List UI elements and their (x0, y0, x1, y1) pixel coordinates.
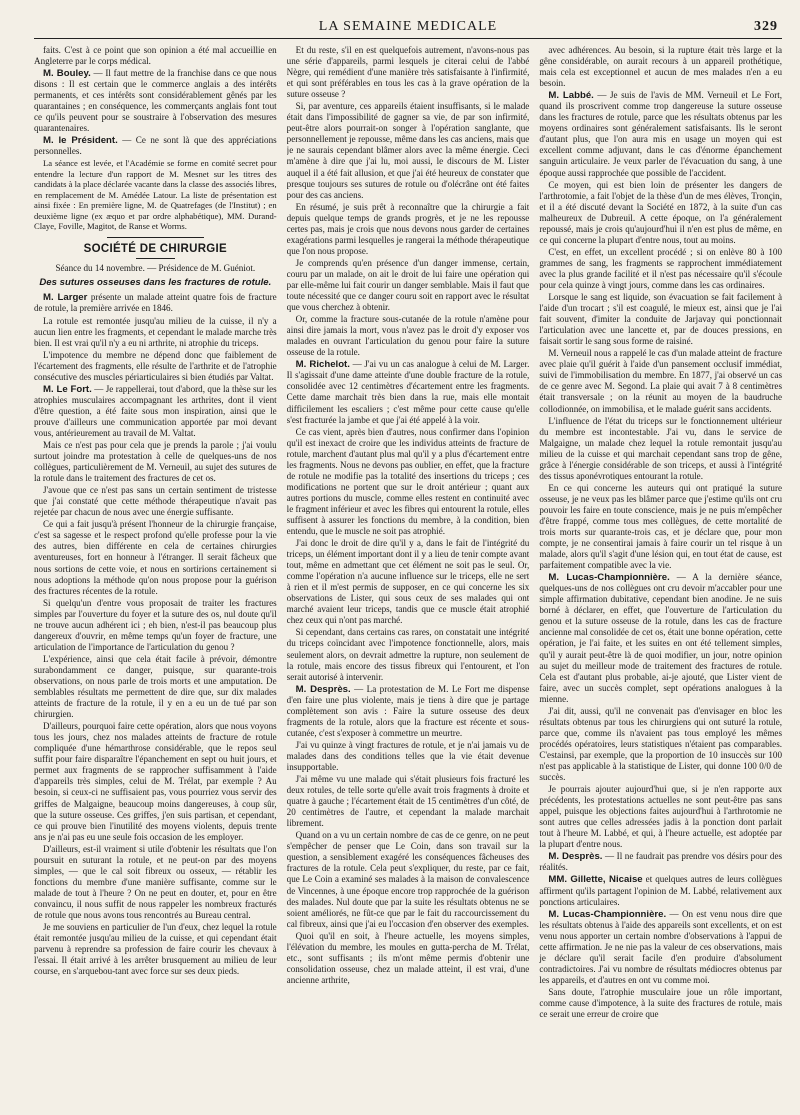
speaker-name: MM. Gillette, Nicaise (548, 874, 643, 886)
title-underline (136, 258, 175, 259)
paragraph: J'ai même vu une malade qui s'était plusieurs fois fracturé les deux rotules, de telle sorte qu'elle avait trois fragments à droite et quatre à gauche ; l'écartement était de 15 centimètres d'un côté, de 20 centimètres de l'autre, et cependant la malade marchait librement. (286, 774, 530, 829)
page-number: 329 (754, 19, 778, 34)
paragraph: La rotule est remontée jusqu'au milieu de la cuisse, il n'y a aucun lien entre les fragments, et cependant le malade marche très bien. Il est vrai qu'il n'y a eu ni arthrite, ni atrophie du triceps. (34, 315, 277, 348)
paragraph: Ce cas vient, après bien d'autres, nous confirmer dans l'opinion qu'il est inexact de croire que les individus atteints de fracture de rotule, marchent d'autant plus mal qu'il y a plus d'écartement entre les fragments. Nous ne devons pas oublier, en effet, que la fracture de rotule ne modifie pas la totalité des insertions du triceps ; ces modifications ne portent que sur le droit antérieur ; quant aux autres portions du muscle, comme elles restent en continuité avec le fragment inférieur et avec les fibres qui entourent la rotule, elles suffisent à assurer les fonctions du membre, à la condition, bien entendu, que le muscle ne soit pas atrophié. (286, 426, 530, 537)
paragraph: Je pourrais ajouter aujourd'hui que, si je n'en rapporte aux précédents, les protestations actuelles ne sont peut-être pas sans appel, puisque les objections faites aujourd'hui à l'arthrotomie ne sont autres que celles adressées jadis à la ponction dont parlait tout à l'heure M. Labbé, et qui, à l'heure actuelle, est adoptée par la plupart d'entre nous. (539, 784, 782, 850)
paragraph: Or, comme la fracture sous-cutanée de la rotule n'amène pour ainsi dire jamais la mort, vous n'avez pas le droit d'y exposer vos malades en ouvrant l'articulation du genou pour faire la suture osseuse de la rotule. (286, 314, 530, 358)
journal-title: LA SEMAINE MEDICALE (318, 19, 498, 34)
speaker-name: M. Bouley. (43, 68, 91, 80)
paragraph: Quand on a vu un certain nombre de cas de ce genre, on ne peut s'empêcher de penser que Le Coin, dans son travail sur la question, a sensiblement exagéré les conséquences fâcheuses des fractures de la rotule. Cela peut s'expliquer, du reste, par ce fait, que Le Coin a examiné ses malades à la maison de convalescence de Vincennes, à une époque encore trop rapprochée de la guérison des malades. Nul doute que par la suite les résultats obtenus ne se soient améliorés, ne fût-ce que par le fait du raccourcissement du cal fibreux, ainsi que j'ai eu l'occasion d'en observer des exemples. (286, 830, 530, 929)
speaker-name: M. Lucas-Championnière. (548, 572, 670, 584)
paragraph: J'ai donc le droit de dire qu'il y a, dans le fait de l'intégrité du triceps, un élément important dont il y a lieu de tenir compte avant tout, même en admettant que cet élément ne soit pas le seul. Or, comme l'opération n'a aucune influence sur le triceps, elle ne sert à rien et il m'est permis de supposer, en ce qui concerne les six observations de Lister, qui sous ceux de ses malades qui ont marché avaient leur triceps, tandis que ce muscle était atrophié chez ceux qui n'ont pas marché. (286, 538, 530, 626)
paragraph: Si, par aventure, ces appareils étaient insuffisants, si le malade était dans l'impossibilité de gagner sa vie, de par son infirmité, peut-être alors pourrait-on songer à l'opération sanglante, que personnellement je repousse, même dans les cas anciens, mais que je ne saurais cependant blâmer alors avec la même énergie. Ceci m'amène à dire que j'ai lu, moi aussi, le discours de M. Lister auquel il a été fait allusion, et que j'ai été heureux de constater que presque toujours ses sutures de rotule ou d'olécrâne ont été faites pour des cas anciens. (286, 101, 530, 200)
paragraph (539, 851, 782, 873)
paragraph-text: — Il ne faudrait pas prendre vos désirs pour des réalités. (539, 851, 782, 873)
paragraph (34, 384, 277, 439)
paragraph (287, 359, 530, 425)
paragraph-text: — Je suis de l'avis de MM. Verneuil et Le Fort, quand ils proscrivent comme trop dangereuse la suture osseuse dans les fractures de rotule, parce que les résultats obtenus par les moyens ordinaires sont généralement satisfaisants. Ils le seront d'autant plus, que l'on aura mis en usage un moyen qui est excellent comme adjuvant, dans le cas d'énorme épanchement sanguin articulaire. Je veux parler de l'évacuation du sang, à une époque aussi rapprochée que possible de l'accident. (539, 90, 782, 178)
speaker-name: M. Labbé. (548, 90, 594, 102)
paragraph: En ce qui concerne les auteurs qui ont pratiqué la suture osseuse, je ne veux pas les blâmer parce que j'estime qu'ils ont cru pouvoir les faire en toute conscience, mais je ne puis m'empêcher d'être frappé, comme tous mes collègues, de cette mortalité de trois morts sur quarante-trois cas, et je déclare que, pour mon compte, je ne consentirai jamais à faire courir un tel risque à un malade, alors qu'il s'agit d'une lésion qui, en tout état de cause, est parfaitement compatible avec la vie. (539, 482, 782, 571)
column-2 (287, 45, 530, 1115)
running-head (34, 18, 782, 39)
paragraph-text: — On est venu nous dire que les résultats obtenus à l'aide des appareils sont excellents, et on est venu nous apporter un certain nombre d'observations à l'appui de cette affirmation. Je ne nie pas la valeur de ces observations, mais je déclare qu'il serait facile d'en produire d'absolument contradictoires. J'ai vu nombre de résultats médiocres obtenus par les appareils, et d'autres en ont vu comme moi. (539, 908, 782, 985)
paragraph: Je me souviens en particulier de l'un d'eux, chez lequel la rotule était remontée jusqu'au milieu de la cuisse, et qui cependant était parvenu à reprendre sa profession de faire courir les chevaux à l'essai. Il était arrivé à les arrêter brusquement au milieu de leur course, en s'arquebou-tant avec force sur ses deux pieds. (34, 922, 277, 977)
paragraph: J'avoue que ce n'est pas sans un certain sentiment de tristesse que j'ai constaté que cette méthode thérapeutique n'avait pas rejetée par chacun de nous avec une énergie suffisante. (34, 485, 277, 518)
speaker-name: M. Desprès. (295, 683, 351, 695)
paragraph: Si quelqu'un d'entre vous proposait de traiter les fractures simples par l'ouverture du foyer et la suture des os, nul doute qu'il ne trouve aucun adhérent ici ; eh bien, n'est-il pas beaucoup plus dangereux d'ouvrir, en même temps qu'un foyer de fracture, une articulation de l'importance de l'articulation du genou ? (34, 597, 277, 652)
paragraph-text: — J'ai vu un cas analogue à celui de M. Larger. Il s'agissait d'une dame atteinte d'une double fracture de la rotule, consolidée avec 12 centimètres d'écartement entre les fragments. Cette dame marchait très bien dans la rue, mais elle montait difficilement les escaliers ; c'est même pour cette cause qu'elle s'est fracturée la jambe et que j'ai été appelé à la voir. (286, 359, 530, 425)
paragraph: La séance est levée, et l'Académie se forme en comité secret pour entendre la lecture d'un rapport de M. Mesnet sur les titres des candidats à la place déclarée vacante dans la classe des associés libres, en remplacement de M. Amédée Latour. La liste de présentation est ainsi fixée : En première ligne, M. de Quatrefages (de l'Institut) ; en deuxième ligne (ex æquo et par ordre alphabétique), MM. Durand-Claye, Foville, Magitot, de Ranse et Worms. (34, 158, 277, 231)
paragraph: J'ai vu quinze à vingt fractures de rotule, et je n'ai jamais vu de malades dans des conditions telles que la vie était devenue insupportable. (286, 739, 530, 772)
speaker-name: M. le Président. (43, 135, 118, 147)
topic-title: Des sutures osseuses dans les fractures de rotule. (39, 277, 272, 289)
paragraph-text: et quelques autres de leurs collègues affirment qu'ils partagent l'opinion de M. Labbé, relativement aux ponctions articulaires. (539, 874, 782, 907)
paragraph: L'influence de l'état du triceps sur le fonctionnement ultérieur du membre est incontestable. J'ai vu, dans le service de Malgaigne, un malade chez lequel la rotule remontait jusqu'au milieu de la cuisse et qui marchait cependant sans trop de gêne, grâce à l'énergie considérable de son triceps, et aussi à l'intégrité des tissus aponévrotiques entourant la rotule. (539, 415, 782, 481)
paragraph-text: — Je rappellerai, tout d'abord, que la thèse sur les atrophies musculaires accompagnant les arthrites, dont il vient d'être question, a été faite sous mon inspiration, ainsi que le prouve d'ailleurs une communication apportée par moi devant vous, antérieurement au travail de M. Valtat. (34, 383, 277, 438)
paragraph: L'expérience, ainsi que cela était facile à prévoir, démontre surabondamment ce danger, puisque, sur quarante-trois observations, on nous parle de trois morts et une amputation. De semblables résultats me permettent de dire que, sur dix malades atteints de fracture de la rotule, il y en a eu un de tué par son chirurgien. (34, 653, 277, 720)
column-1 (34, 45, 277, 1115)
paragraph: faits. C'est à ce point que son opinion a été mal accueillie en Angleterre par le corps médical. (34, 45, 277, 67)
speaker-name: M. Lucas-Championnière. (548, 908, 667, 920)
paragraph (34, 68, 277, 134)
speaker-name: M. Richelot. (295, 359, 350, 371)
paragraph-text: — La protestation de M. Le Fort me dispense d'en faire une plus violente, mais je tiens à dire que je partage complètement son avis : Faire la suture osseuse des deux fragments de la rotule, alors que la fracture est récente et sous-cutanée, c'est s'exposer à commettre un meurtre. (286, 683, 530, 738)
paragraph: Je comprends qu'en présence d'un danger immense, certain, couru par un malade, on ait le droit de lui faire une opération qui par elle-même lui fait courir un danger semblable. Mais il faut que toute nécessité que ce danger couru soit en rapport avec le résultat que vous cherchez à obtenir. (286, 257, 530, 313)
speaker-name: M. Larger (43, 292, 88, 304)
session-line: Séance du 14 novembre. — Présidence de M. Guéniot. (55, 263, 256, 274)
paragraph: Et du reste, s'il en est quelquefois autrement, n'avons-nous pas une série d'appareils, parmi lesquels je citerai celui de l'abbé Nègre, qui remédient d'une manière très satisfaisante à l'infirmité, et qui sont préférables en tous les cas à la grave opération de la suture osseuse ? (286, 45, 530, 100)
speaker-name: M. Le Fort. (43, 383, 92, 395)
paragraph (34, 135, 277, 157)
paragraph (539, 572, 782, 705)
column-3 (539, 45, 782, 1115)
paragraph: Lorsque le sang est liquide, son évacuation se fait facilement à l'aide d'un trocart ; s'il est coagulé, le mieux est, ainsi que je l'ai fait souvent, d'imiter la conduite de Jarjavay qui ponctionnait l'articulation avec une lancette et, par de douces pressions, en faisait sortir le sang sous forme de raisiné. (539, 292, 782, 347)
society-title: SOCIÉTÉ DE CHIRURGIE (83, 243, 228, 256)
paragraph-text: — Ce ne sont là que des appréciations personnelles. (34, 135, 277, 157)
paragraph: Quoi qu'il en soit, à l'heure actuelle, les moyens simples, l'élévation du membre, les moules en gutta-percha de M. Trélat, etc., sont suffisants ; ils m'ont même permis d'obtenir une consolidation osseuse, chez un malade atteint, il est vrai, d'une ancienne arthrite, (286, 930, 530, 985)
paragraph: avec adhérences. Au besoin, si la rupture était très large et la gêne considérable, on aurait recours à un appareil prothétique, mais cela est exceptionnel et aucun de mes malades n'en a eu besoin. (539, 45, 782, 89)
paragraph-text: — Il faut mettre de la franchise dans ce que nous disons : Il est certain que le commerce anglais a des intérêts permanents, et ces intérêts sont considérablement gênés par les quarantaines ; en conséquence, les commerçants anglais font tout ce qu'ils peuvent pour se soustraire à l'observation des mesures quarantenaires. (34, 68, 277, 134)
paragraph: D'ailleurs, pourquoi faire cette opération, alors que nous voyons tous les jours, chez nos malades atteints de fracture de rotule compliquée d'une hémarthrose considérable, que le repos seul suffit pour faire disparaître l'épanchement en sept ou huit jours, et permet aux fragments de se rapprocher suffisamment à l'aide d'appareils très simples, celui de M. Trélat, par exemple ? Au besoin, si ceux-ci ne suffisaient pas, vous pourriez vous servir des griffes de Malgaigne, beaucoup moins dangereuses, à coup sûr, que la suture osseuse. Ces griffes, j'en suis partisan, et cependant, ce qui prouve bien l'inutilité des moyens violents, depuis trente ans je n'ai pas eu une seule fois occasion de les employer. (34, 721, 277, 842)
paragraph: C'est, en effet, un excellent procédé ; si on enlève 80 à 100 grammes de sang, les fragments se rapprochent immédiatement avec la plus grande facilité et il n'est pas nécessaire qu'il s'écoule pour cela quinze à vingt jours, comme dans les cas ordinaires. (539, 246, 782, 290)
paragraph: Ce moyen, qui est bien loin de présenter les dangers de l'arthrotomie, a fait l'objet de la thèse d'un de mes élèves, Tronçin, et il a été discuté devant la Société en 1872, à la suite d'un cas malheureux de Dubreuil. A cette époque, on l'a généralement repoussé, mais je crois qu'aujourd'hui il n'en est plus de même, en ce qui concerne la plupart d'entre nous, tout au moins. (539, 179, 782, 245)
paragraph: L'impotence du membre ne dépend donc que faiblement de l'écartement des fragments, elle résulte de l'arthrite et de l'atrophie consécutive des muscles périarticulaires si bien étudiés par Valtat. (34, 349, 277, 382)
paragraph (34, 292, 277, 314)
section-divider (107, 237, 204, 238)
paragraph: D'ailleurs, est-il vraiment si utile d'obtenir les résultats que l'on poursuit en suturant la rotule, et ne peut-on par des moyens simples, — que le cal soit fibreux ou osseux, — rétablir les fonctions du membre d'une manière suffisante, comme sur le malade de tout à l'heure ? On ne peut en douter, et, pour en être convaincu, il nous suffit de nous rappeler les nombreux fracturés de rotule que nous avons tous rencontrés au Bureau central. (34, 843, 277, 920)
paragraph: Ce qui a fait jusqu'à présent l'honneur de la chirurgie française, c'est sa sagesse et le respect profond qu'elle professe pour la vie des autres, bien différente en cela de certaines chirurgies aventureuses, fort en honneur à l'étranger. Il serait fâcheux que nous sortions de cette voie, et nous en sortirions certainement si nous adoptions la méthode qu'on nous propose pour la guérison des fractures récentes de la rotule. (34, 519, 277, 596)
paragraph (539, 874, 782, 907)
paragraph (539, 90, 782, 178)
paragraph-text: — A la dernière séance, quelques-uns de nos collègues ont cru devoir m'accabler pour une simple affirmation dubitative, cependant bien anodine. Je ne suis borné à déclarer, en effet, que l'ouverture de l'articulation du genou et la suture osseuse de la rotule, dans les cas de fracture ancienne mal consolidée de cet os, était une bonne opération, cette opération, je l'ai faite, et les suites en ont été tellement simples, qu'il y aurait peut-être là de quoi modifier, un jour, notre opinion au sujet du meilleur mode de traitement des fractures de rotule. Cela est d'autant plus probable, ai-je ajouté, que Lister vient de faire, avec un succès complet, sept opérations analogues à la mienne. (539, 572, 782, 704)
paragraph: Si cependant, dans certains cas rares, on constatait une intégrité du triceps coïncidant avec l'impotence fonctionnelle, alors, mais seulement alors, on devrait admettre la rupture, non seulement de la rotule, mais encore des tissus fibreux qui l'entourent, et l'on serait autorisé à intervenir. (286, 627, 530, 682)
paragraph: En résumé, je suis prêt à reconnaître que la chirurgie a fait depuis quelque temps de grands progrès, et je ne les repousse certes pas, mais je crois que nous devons nous garder de certaines exagérations parmi lesquelles je rangerai la méthode thérapeutique que l'on nous propose. (286, 201, 530, 256)
paragraph (287, 684, 530, 739)
paragraph-text: présente un malade atteint quatre fois de fracture de rotule, la première arrivée en 1846. (34, 292, 277, 314)
columns (34, 45, 782, 1115)
speaker-name: M. Desprès. (548, 851, 603, 863)
paragraph: J'ai dit, aussi, qu'il ne convenait pas d'envisager en bloc les résultats obtenus par tous les chirurgiens qui ont suturé la rotule, parce que, comme ils n'avaient pas tous employé les mêmes procédés opératoires, leurs statistiques n'étaient pas comparables. C'estainsi, par exemple, que la proportion de 10 insuccès sur 100 n'est pas applicable à la statistique de Lister, qui donne 100 0/0 de succès. (539, 705, 782, 783)
paragraph: M. Verneuil nous a rappelé le cas d'un malade atteint de fracture avec plaie qu'il guérit à l'aide d'un pansement occlusif immédiat, suivi de l'immobilisation du membre. En 1877, j'ai observé un cas de ce genre avec M. Segond. La plaie qui avait 7 à 8 centimètres était transversale ; on la réunit au moyen de la baudruche collodionnée, on immobilisa, et le malade guérit sans accidents. (539, 348, 782, 414)
paragraph: Sans doute, l'atrophie musculaire joue un rôle important, comme cause d'impotence, à la suite des fractures de rotule, mais ce serait une erreur de croire que (539, 986, 782, 1020)
paragraph (539, 909, 782, 986)
paragraph: Mais ce n'est pas pour cela que je prends la parole ; j'ai voulu surtout joindre ma protestation à celle de quelques-uns de nos collègues, particulièrement de M. Verneuil, au sujet des sutures de la rotule dans le traitement des fractures de cet os. (34, 440, 277, 484)
